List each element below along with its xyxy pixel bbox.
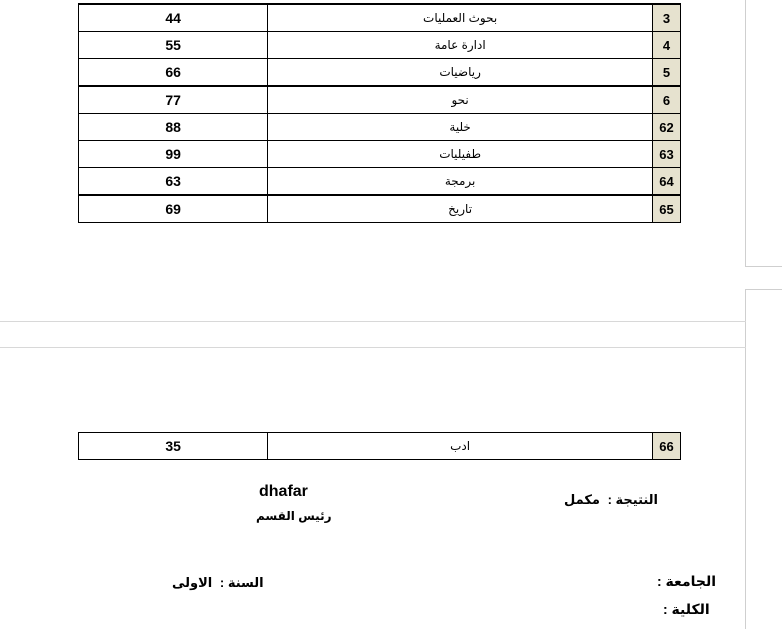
grade-cell: 69 [79, 195, 268, 223]
table-row [79, 86, 681, 114]
table-row [79, 195, 681, 223]
grades-table [78, 3, 681, 223]
table-row [79, 168, 681, 196]
table-row [79, 59, 681, 87]
row-number-cell: 4 [652, 32, 680, 59]
subject-cell: نحو [268, 86, 653, 114]
page-break-line [0, 321, 746, 322]
subject-cell: تاريخ [268, 195, 653, 223]
row-number-cell: 65 [652, 195, 680, 223]
year-value: الاولى [172, 575, 213, 590]
row-number-cell: 66 [652, 433, 680, 460]
subject-cell: بحوث العمليات [268, 4, 653, 32]
subject-cell: برمجة [268, 168, 653, 196]
grade-cell: 88 [79, 114, 268, 141]
table-row [79, 4, 681, 32]
grades-table-continued [78, 432, 681, 460]
result-value: مكمل [564, 492, 600, 507]
row-number-cell: 3 [652, 4, 680, 32]
row-number-cell: 6 [652, 86, 680, 114]
college-label: الكلية : [663, 601, 710, 617]
grades-table-body [79, 433, 681, 460]
result-label: النتيجة : [607, 492, 659, 507]
university-label: الجامعة : [657, 573, 717, 589]
grade-cell: 66 [79, 59, 268, 87]
page-edge [745, 289, 782, 629]
row-number-cell: 62 [652, 114, 680, 141]
result-field [560, 492, 658, 508]
page-edge [745, 0, 782, 267]
subject-cell: خلية [268, 114, 653, 141]
signer-name: dhafar [259, 483, 308, 500]
row-number-cell: 5 [652, 59, 680, 87]
page-break-line [0, 347, 746, 348]
row-number-cell: 63 [652, 141, 680, 168]
row-number-cell: 64 [652, 168, 680, 196]
grade-cell: 77 [79, 86, 268, 114]
subject-cell: طفيليات [268, 141, 653, 168]
grade-cell: 35 [79, 433, 268, 460]
grade-cell: 63 [79, 168, 268, 196]
year-label: السنة : [219, 575, 264, 590]
signer-title: رئيس القسم [256, 509, 332, 523]
year-field [168, 575, 264, 591]
grade-cell: 99 [79, 141, 268, 168]
grade-cell: 44 [79, 4, 268, 32]
subject-cell: ادارة عامة [268, 32, 653, 59]
table-row [79, 141, 681, 168]
subject-cell: ادب [268, 433, 653, 460]
subject-cell: رياضيات [268, 59, 653, 87]
grade-cell: 55 [79, 32, 268, 59]
grades-table-body [79, 4, 681, 223]
table-row [79, 114, 681, 141]
table-row [79, 433, 681, 460]
table-row [79, 32, 681, 59]
